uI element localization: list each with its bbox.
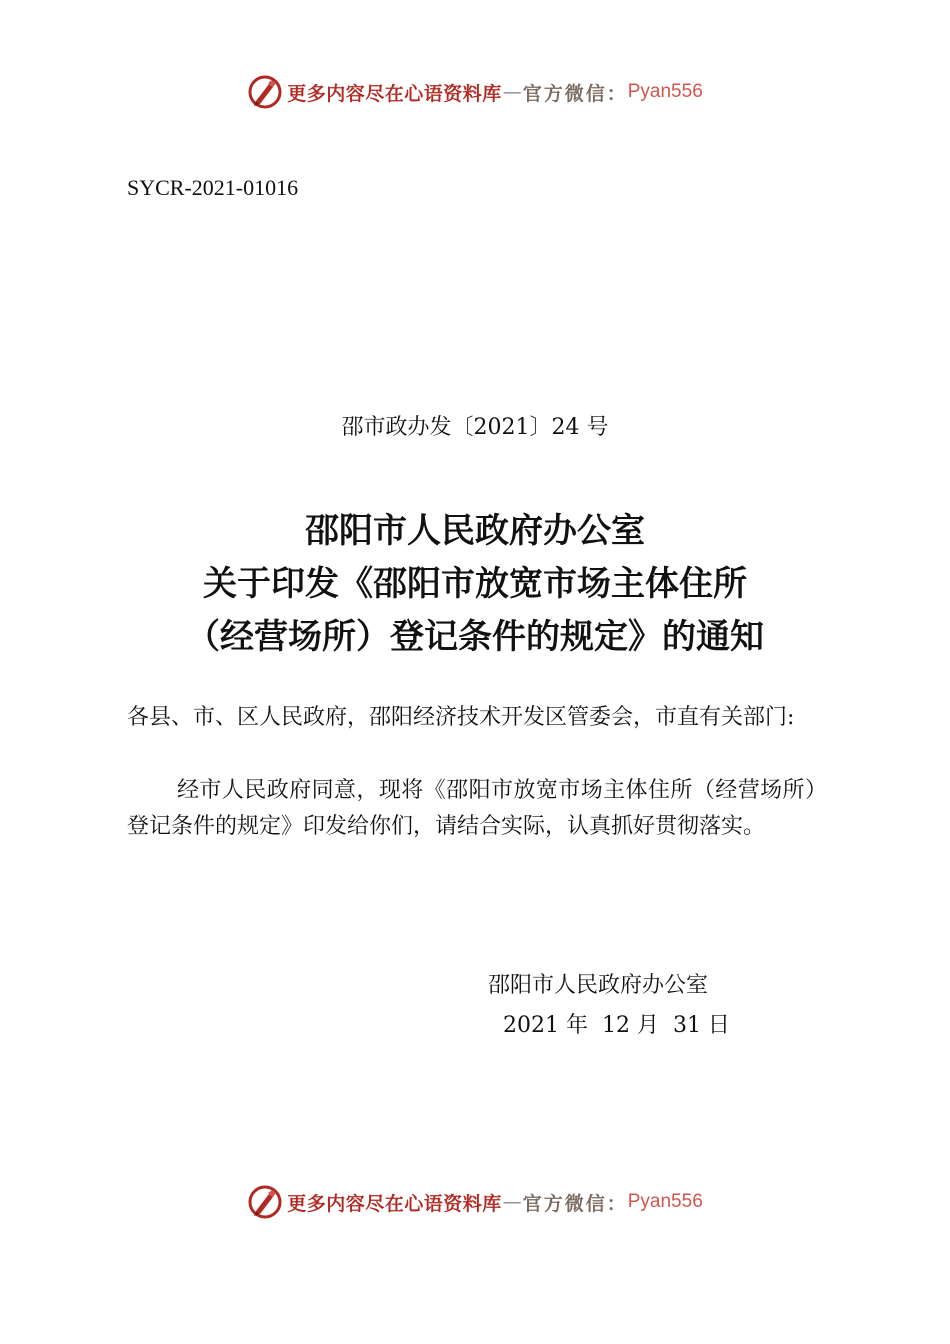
watermark-dash: — xyxy=(502,1191,522,1213)
body-paragraph: 经市人民政府同意，现将《邵阳市放宽市场主体住所（经营场所）登记条件的规定》印发给你们，请结合实际，认真抓好贯彻落实。 xyxy=(127,778,827,839)
watermark-text: 更多内容尽在心语资料库 xyxy=(287,1192,502,1215)
watermark-dash: — xyxy=(502,81,522,103)
watermark-wechat-label: 官方微信： xyxy=(522,82,628,105)
salutation: 各县、市、区人民政府，邵阳经济技术开发区管委会，市直有关部门: xyxy=(127,705,795,730)
document-title xyxy=(0,505,950,664)
issue-date: 2021 年 12 月 31 日 xyxy=(503,1013,730,1038)
watermark-wechat-id: Pyan556 xyxy=(627,1191,703,1212)
title-line: （经营场所）登记条件的规定》的通知 xyxy=(186,617,764,657)
title-line: 邵阳市人民政府办公室 xyxy=(305,511,645,551)
watermark-text: 更多内容尽在心语资料库 xyxy=(287,82,502,105)
file-number: 邵市政办发〔2021〕24 号 xyxy=(341,415,609,440)
document-serial: SYCR-2021-01016 xyxy=(127,175,299,200)
watermark-banner-bottom xyxy=(0,1180,950,1224)
title-line: 关于印发《邵阳市放宽市场主体住所 xyxy=(203,564,747,604)
pen-logo-icon xyxy=(247,74,283,110)
watermark-wechat-id: Pyan556 xyxy=(627,81,703,102)
watermark-banner-top xyxy=(0,70,950,114)
issuer-signature: 邵阳市人民政府办公室 xyxy=(488,973,709,998)
pen-logo-icon xyxy=(247,1184,283,1220)
watermark-wechat-label: 官方微信： xyxy=(522,1192,628,1215)
